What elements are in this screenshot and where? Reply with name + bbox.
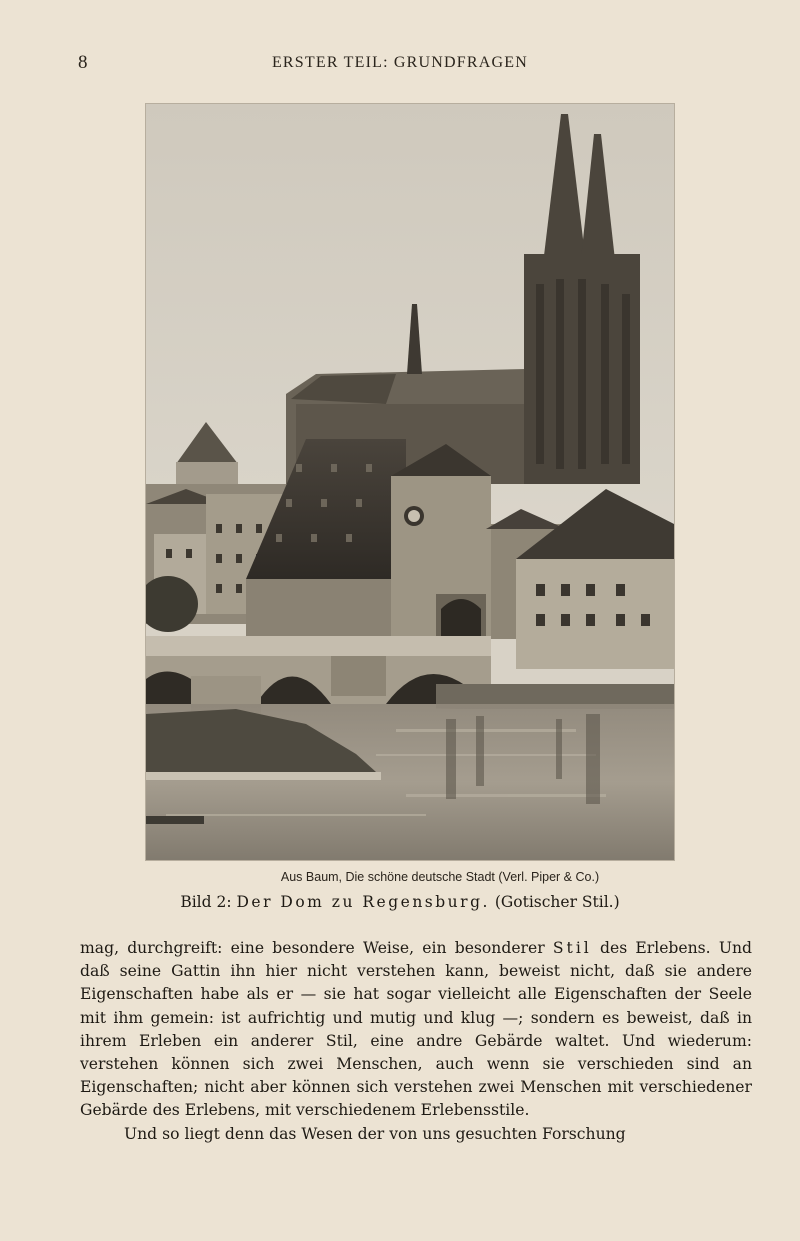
figure-caption	[0, 893, 800, 911]
body-text	[80, 937, 752, 1146]
paragraph-1-start: mag, durchgreift: eine besondere Weise, ein besonderer	[80, 939, 553, 957]
paragraph-1-rest: des Erlebens. Und daß seine Gattin ihn hier nicht verstehen kann, beweist nicht, daß sie andere Eigenschaften habe als er — sie hat sogar vielleicht alle Eigenschaften der Seele mit ihm gemein: ist aufrichtig und mutig und klug —; sondern es beweist, daß in ihrem Erleben ein anderer Stil, eine andre Gebärde waltet. Und wiederum: verstehen können sich zwei Menschen, auch wenn sie verschieden sind an Eigenschaften; nicht aber können sich verstehen zwei Menschen mit verschiedener Gebärde des Erlebens, mit verschiedenem Erlebensstile.	[80, 939, 752, 1120]
caption-prefix: Bild 2:	[180, 893, 237, 911]
running-head: ERSTER TEIL: GRUNDFRAGEN	[271, 54, 529, 71]
paragraph-1	[80, 937, 752, 1123]
page-number: 8	[78, 52, 88, 73]
caption-suffix: (Gotischer Stil.)	[489, 893, 620, 911]
cathedral-photo	[146, 104, 674, 860]
paragraph-2: Und so liegt denn das Wesen der von uns gesuchten Forschung	[124, 1124, 626, 1143]
paragraph-1-stil: Stil	[552, 939, 592, 957]
caption-title: Der Dom zu Regensburg.	[236, 893, 490, 911]
photo-credit: Aus Baum, Die schöne deutsche Stadt (Verl. Piper & Co.)	[280, 870, 600, 884]
cathedral-photo-illustration	[146, 104, 674, 860]
